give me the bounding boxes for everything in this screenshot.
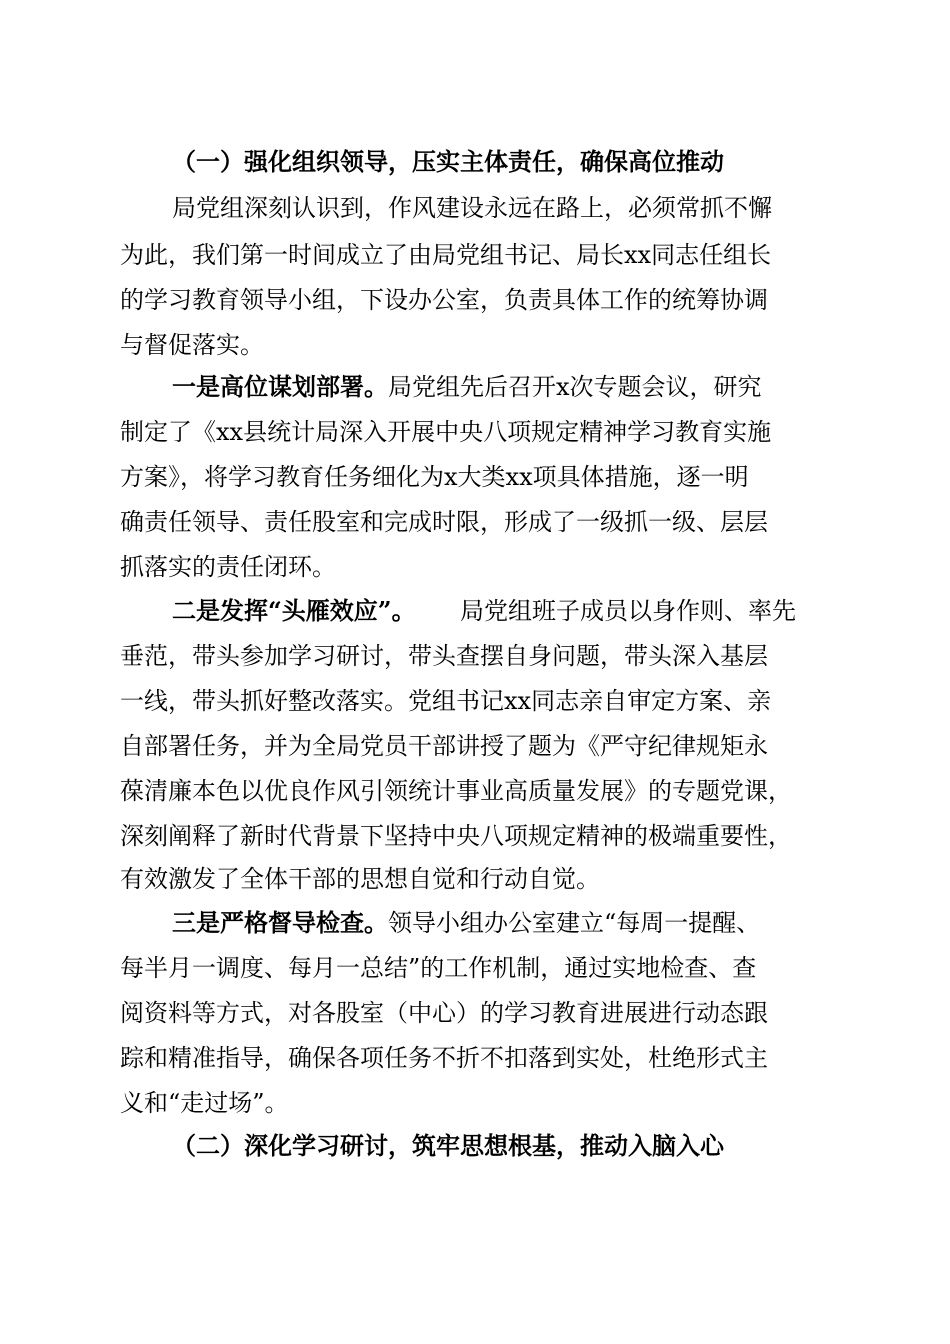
paragraph-line xyxy=(0,1081,950,1125)
paragraph-text: 抓落实的责任闭环。 xyxy=(120,553,336,581)
paragraph-text: 每半月一调度、每月一总结”的工作机制，通过实地检查、查 xyxy=(120,954,757,982)
paragraph-line xyxy=(0,769,950,813)
point-lead: 三是严格督导检查。 xyxy=(172,908,388,937)
paragraph-text: 自部署任务，并为全局党员干部讲授了题为《严守纪律规矩永 xyxy=(120,732,768,760)
paragraph-text: 葆清廉本色以优良作风引领统计事业高质量发展》的专题党课， xyxy=(120,777,792,805)
paragraph-line xyxy=(0,455,950,499)
point-lead: 一是高位谋划部署。 xyxy=(172,372,388,401)
paragraph-text: 方案》，将学习教育任务细化为x大类xx项具体措施，逐一明 xyxy=(120,463,749,491)
paragraph-line xyxy=(0,946,950,990)
paragraph-text: 有效激发了全体干部的思想自觉和行动自觉。 xyxy=(120,865,600,893)
paragraph-line xyxy=(0,545,950,589)
paragraph-line xyxy=(0,679,950,723)
paragraph-text: 深刻阐释了新时代背景下坚持中央八项规定精神的极端重要性， xyxy=(120,822,792,850)
paragraph-text: 阅资料等方式，对各股室（中心）的学习教育进展进行动态跟 xyxy=(120,999,768,1027)
paragraph-line xyxy=(0,323,950,367)
paragraph-line xyxy=(0,233,950,277)
heading-1 xyxy=(0,140,950,184)
paragraph-text: 与督促落实。 xyxy=(120,331,264,359)
paragraph-line xyxy=(0,857,950,901)
paragraph-text: 领导小组办公室建立“每周一提醒、 xyxy=(388,909,761,937)
paragraph-line xyxy=(0,901,950,945)
paragraph-line xyxy=(0,589,950,633)
paragraph-line xyxy=(0,991,950,1035)
paragraph-text: 义和“走过场”。 xyxy=(120,1089,289,1117)
paragraph-line xyxy=(0,278,950,322)
paragraph-text: 为此，我们第一时间成立了由局党组书记、局长xx同志任组长 xyxy=(120,241,772,269)
paragraph-text: 局党组深刻认识到，作风建设永远在路上，必须常抓不懈 xyxy=(172,194,772,222)
heading-2 xyxy=(0,1124,950,1168)
paragraph-text: 局党组先后召开x次专题会议，研究 xyxy=(388,373,762,401)
paragraph-text: 的学习教育领导小组，下设办公室，负责具体工作的统筹协调 xyxy=(120,286,768,314)
paragraph-text: 确责任领导、责任股室和完成时限，形成了一级抓一级、层层 xyxy=(120,508,768,536)
paragraph-line xyxy=(0,724,950,768)
paragraph-line xyxy=(0,500,950,544)
paragraph-text: 一线，带头抓好整改落实。党组书记xx同志亲自审定方案、亲 xyxy=(120,687,772,715)
paragraph-line xyxy=(0,186,950,230)
heading-1-text: （一）强化组织领导，压实主体责任，确保高位推动 xyxy=(172,147,724,176)
paragraph-line xyxy=(0,1036,950,1080)
heading-2-text: （二）深化学习研讨，筑牢思想根基，推动入脑入心 xyxy=(172,1131,724,1160)
paragraph-line xyxy=(0,634,950,678)
paragraph-line xyxy=(0,410,950,454)
point-lead: 二是发挥“头雁效应”。 xyxy=(172,596,416,625)
paragraph-line xyxy=(0,814,950,858)
paragraph-text: 局党组班子成员以身作则、率先 xyxy=(460,597,796,625)
paragraph-line xyxy=(0,365,950,409)
paragraph-text: 垂范，带头参加学习研讨，带头查摆自身问题，带头深入基层 xyxy=(120,642,768,670)
paragraph-text: 制定了《xx县统计局深入开展中央八项规定精神学习教育实施 xyxy=(120,418,772,446)
paragraph-text: 踪和精准指导，确保各项任务不折不扣落到实处，杜绝形式主 xyxy=(120,1044,768,1072)
